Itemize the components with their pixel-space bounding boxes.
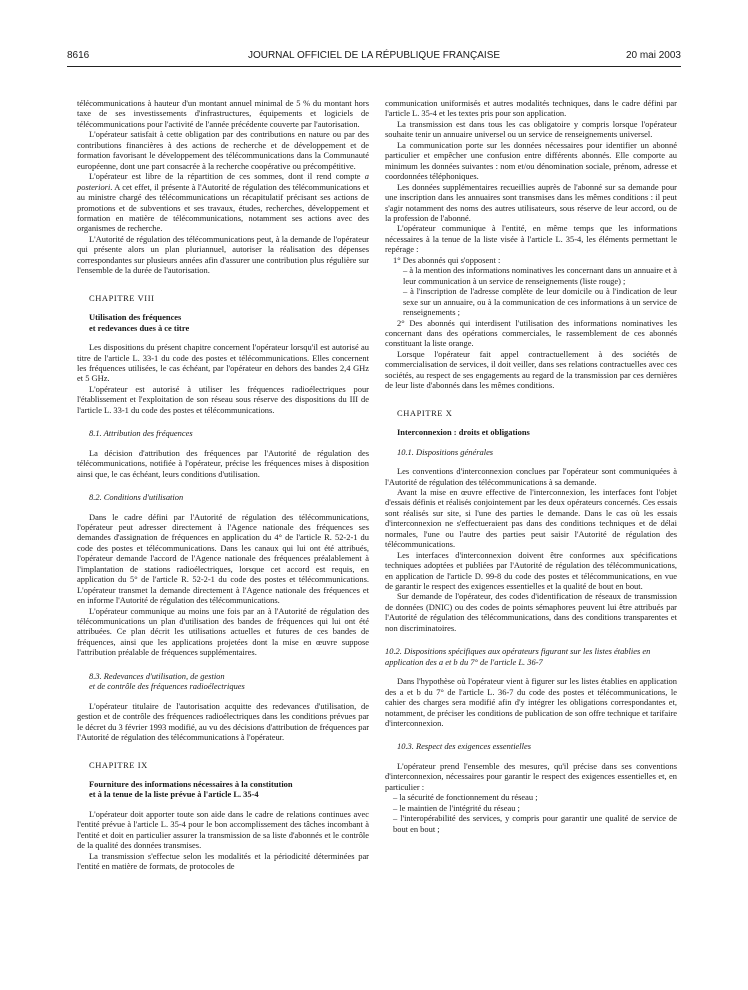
- text-run: . A cet effet, il présente à l'Autorité de régulation des télécommunications et au ministre chargé des télécommunications un récapitulatif précisant ses actions de promotions et de subventions et ses travaux, études, recherches, développement et formation en matière de télécommunications, notamment ses actions avec des organismes de recherche.: [77, 181, 369, 234]
- paragraph: L'opérateur est autorisé à utiliser les fréquences radioélectriques pour l'établissement et l'exploitation de son réseau sous réserve des dispositions du III de l'article L. 33-1 du code des postes et télécommunications.: [77, 383, 369, 415]
- chapter-title: Interconnexion : droits et obligations: [397, 427, 530, 438]
- paragraph: Avant la mise en œuvre effective de l'interconnexion, les interfaces font l'objet d'essais définis et réalisés conjointement par les deux opérateurs concernés. Ces essais sont réalisés sur site, si l'une des parties le demande. Dans le cas où les essais d'interconnexion ne s'effectueraient pas dans des conditions techniques et de délai normales, l'une ou l'autre des parties peut saisir l'Autorité de régulation des télécommunications.: [385, 486, 677, 550]
- page-number: 8616: [67, 50, 90, 61]
- text-run: L'opérateur est libre de la répartition de ces sommes, dont il rend compte: [89, 171, 365, 182]
- paragraph: L'Autorité de régulation des télécommunications peut, à la demande de l'opérateur qui présente alors un plan pluriannuel, autoriser la réalisation des dépenses correspondantes sur plusieurs années afin d'assurer une contribution plus régulière sur l'ensemble de la durée de l'autorisation.: [77, 233, 369, 276]
- paragraph: Dans le cadre défini par l'Autorité de régulation des télécommunications, l'opérateur peut adresser directement à l'Agence nationale des fréquences ses demandes d'assignation de fréquences en application du 4° de l'article R. 52-2-1 du code des postes et télécommunications. Dans les canaux qui lui ont été attribués, l'opérateur demande l'accord de l'Agence nationale des fréquences préalablement à l'implantation de stations radioélectriques, lorsque cet accord est requis, en application du 5° de l'article R. 52-2-1 du code des postes et télécommunications. L'opérateur transmet la demande directement à l'Agence nationale des fréquences et en informe l'Autorité de régulation des télécommunications.: [77, 511, 369, 606]
- section-heading: 10.2. Dispositions spécifiques aux opérateurs figurant sur les listes établies en application des a et b du 7° de l'article L. 36-7: [385, 646, 651, 667]
- paragraph: Les données supplémentaires recueillies auprès de l'abonné sur sa demande pour une inscription dans les annuaires sont transmises dans les mêmes conditions : il peut s'agir notamment des noms des autres utilisateurs, sous réserve de leur accord, ou de la profession de l'abonné.: [385, 181, 677, 223]
- chapter-title: Utilisation des fréquences: [89, 312, 182, 323]
- section-heading: 8.3. Redevances d'utilisation, de gestion: [89, 670, 225, 681]
- paragraph: L'opérateur communique au moins une fois par an à l'Autorité de régulation des télécommunications un plan d'utilisation des bandes de fréquences qui lui ont été attribuées. Ce plan décrit les utilisations actuelles et futures de ces bandes de fréquences, ainsi que les applications projetées dont la mise en œuvre suppose l'attribution préalable de fréquences supplémentaires.: [77, 605, 369, 658]
- chapter-label: CHAPITRE IX: [89, 759, 148, 770]
- chapter-title: et redevances dues à ce titre: [89, 322, 190, 333]
- paragraph: L'opérateur doit apporter toute son aide dans le cadre de relations continues avec l'entité prévue à l'article L. 35-4 pour le bon accomplissement des tâches incombant à l'entité et doit en particulier assurer la transmission de sa liste d'abonnés et le contrôle de la qualité des données transmises.: [77, 808, 369, 851]
- paragraph: Lorsque l'opérateur fait appel contractuellement à des sociétés de commercialisation de services, il doit veiller, dans ses relations contractuelles avec ces sociétés, au respect de ses engagements au regard de la transmission par ces dernières de leur liste d'abonnés dans les mêmes conditions.: [385, 348, 677, 391]
- paragraph: Sur demande de l'opérateur, des codes d'identification de réseaux de transmission de données (DNIC) ou des codes de points sémaphores peuvent lui être attribués par l'Autorité de régulation des télécommunications, dans des conditions transparentes et non discriminatoires.: [385, 591, 677, 633]
- publication-date: 20 mai 2003: [625, 50, 681, 61]
- journal-title: JOURNAL OFFICIEL DE LA RÉPUBLIQUE FRANÇAISE: [247, 50, 501, 61]
- list-item: – le maintien de l'intégrité du réseau ;: [393, 802, 520, 813]
- paragraph: L'opérateur satisfait à cette obligation par des contributions en nature ou par des contributions financières à des actions de recherche et de développement et de formation favorisant le développement des télécommunications dans la Communauté européenne, dont une part consacrée à la recherche coopérative ou précompétitive.: [77, 129, 369, 171]
- left-column: [77, 98, 369, 872]
- paragraph: La transmission est dans tous les cas obligatoire y compris lorsque l'opérateur souhaite tenir un annuaire universel ou un service de renseignements universel.: [385, 118, 677, 140]
- section-heading: 8.1. Attribution des fréquences: [89, 428, 193, 439]
- paragraph: L'opérateur prend l'ensemble des mesures, qu'il précise dans ses conventions d'interconnexion, nécessaires pour garantir le respect des exigences essentielles et, en particulier :: [385, 760, 677, 792]
- section-heading: et de contrôle des fréquences radioélectriques: [89, 681, 245, 692]
- list-item: – l'interopérabilité des services, y compris pour garantir une qualité de service de bout en bout ;: [393, 813, 677, 834]
- paragraph: Les dispositions du présent chapitre concernent l'opérateur lorsqu'il est autorisé au titre de l'article L. 33-1 du code des postes et télécommunications. Elles concernent les fréquences utilisées, le cas échéant, par l'opérateur en dehors des bandes 2,4 GHz et 5 GHz.: [77, 342, 369, 384]
- paragraph: La communication porte sur les données nécessaires pour identifier un abonné particulier et empêcher une confusion entre différents abonnés. Elle comporte au minimum les données suivantes : nom et/ou dénomination sociale, prénom, adresse et coordonnées téléphoniques.: [385, 139, 677, 182]
- paragraph: L'opérateur titulaire de l'autorisation acquitte des redevances d'utilisation, de gestion et de contrôle des fréquences radioélectriques dans les conditions prévues par le décret du 3 février 1993 modifié, au vu des décisions d'attribution de fréquences par l'Autorité de régulation des télécommunications à l'opérateur.: [77, 700, 369, 743]
- paragraph: Dans l'hypothèse où l'opérateur vient à figurer sur les listes établies en application des a et b du 7° de l'article L. 36-7 du code des postes et télécommunications, le cahier des charges sera modifié afin d'y intégrer les obligations correspondantes et, notamment, de préciser les conditions de publication de son offre technique et tarifaire d'interconnexion.: [385, 676, 678, 729]
- section-heading: 8.2. Conditions d'utilisation: [89, 492, 184, 503]
- paragraph: Les conventions d'interconnexion conclues par l'opérateur sont communiquées à l'Autorité de régulation des télécommunications à sa demande.: [385, 466, 677, 487]
- list-item: – à l'inscription de l'adresse complète de leur domicile ou à l'indication de leur sexe sur un annuaire, ou à la communication de ces informations à un service de renseignements ;: [403, 286, 677, 318]
- section-heading: 10.1. Dispositions générales: [397, 446, 494, 457]
- list-item: 2° Des abonnés qui interdisent l'utilisation des informations nominatives les concernant dans des opérations commerciales, le rassemblement de ces abonnés constituant la liste orange.: [385, 317, 677, 349]
- paragraph: La transmission s'effectue selon les modalités et la périodicité déterminées par l'entité en matière de formats, de protocoles de: [77, 850, 369, 872]
- paragraph: [77, 171, 369, 234]
- paragraph: Les interfaces d'interconnexion doivent être conformes aux spécifications techniques adoptées et publiées par l'Autorité de régulation des télécommunications, en application de l'article D. 99-8 du code des postes et télécommunications, en vue de garantir le respect des exigences essentielles et la qualité de bout en bout.: [385, 549, 677, 592]
- list-item: – la sécurité de fonctionnement du réseau ;: [393, 792, 538, 803]
- right-column: [385, 98, 677, 834]
- chapter-title: Fourniture des informations nécessaires à la constitution: [89, 779, 293, 790]
- chapter-label: CHAPITRE X: [397, 407, 453, 418]
- paragraph: La décision d'attribution des fréquences par l'Autorité de régulation des télécommunications, notifiée à l'opérateur, précise les fréquences mises à disposition ainsi que, le cas échéant, leurs conditions d'utilisation.: [77, 447, 369, 479]
- page-header: [67, 50, 681, 64]
- italic-phrase: a posteriori: [77, 171, 369, 192]
- paragraph: télécommunications à hauteur d'un montant annuel minimal de 5 % du montant hors taxe de ses investissements d'infrastructures, équipements et logiciels de télécommunications pour l'activité de l'année précédente couverte par l'autorisation.: [77, 98, 369, 129]
- chapter-title: et à la tenue de la liste prévue à l'article L. 35-4: [89, 789, 259, 800]
- paragraph: L'opérateur communique à l'entité, en même temps que les informations nécessaires à la tenue de la liste visée à l'article L. 35-4, les éléments permettant le repérage :: [385, 223, 677, 255]
- list-item: – à la mention des informations nominatives les concernant dans un annuaire et à leur communication à un service de renseignements (liste rouge) ;: [403, 265, 677, 286]
- list-item: 1° Des abonnés qui s'opposent :: [393, 254, 501, 265]
- section-heading: 10.3. Respect des exigences essentielles: [397, 741, 532, 752]
- header-rule: [67, 66, 681, 67]
- paragraph: communication uniformisés et autres modalités techniques, dans le cadre défini par l'article L. 35-4 et les textes pris pour son application.: [385, 98, 677, 119]
- chapter-label: CHAPITRE VIII: [89, 292, 155, 303]
